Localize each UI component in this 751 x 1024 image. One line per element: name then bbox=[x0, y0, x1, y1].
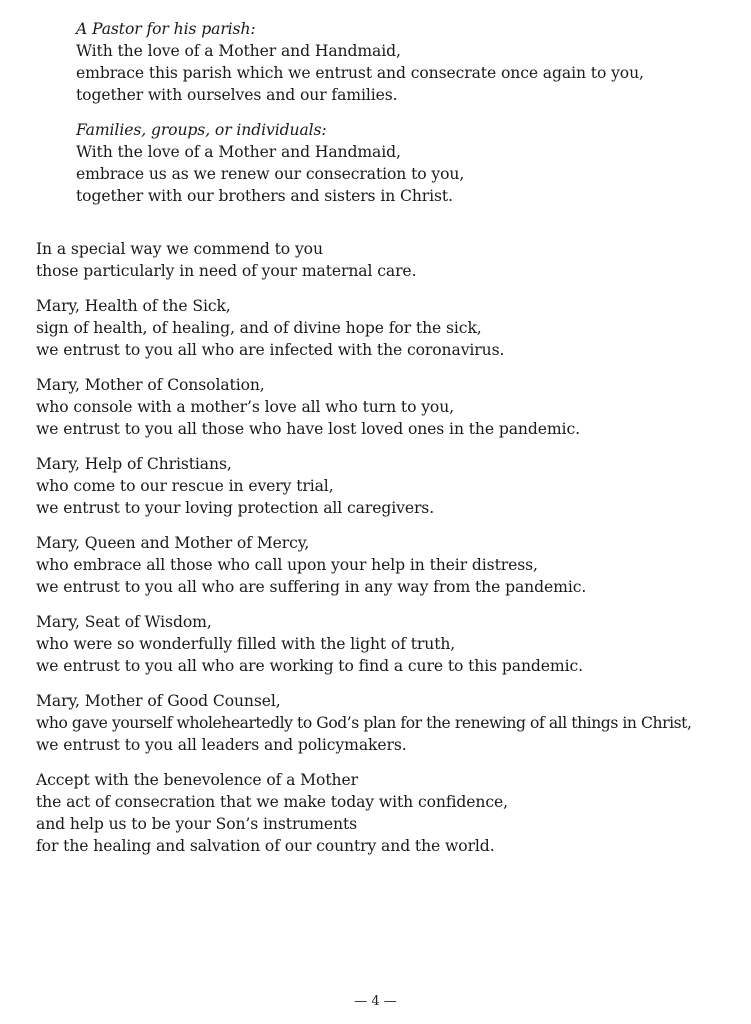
prayer-line: who were so wonderfully filled with the light of truth, bbox=[36, 635, 456, 653]
prayer-line: we entrust to your loving protection all caregivers. bbox=[36, 499, 435, 517]
stanza-seat-of-wisdom bbox=[36, 611, 746, 677]
prayer-line: we entrust to you all leaders and policymakers. bbox=[36, 736, 407, 754]
prayer-line: Mary, Mother of Good Counsel, bbox=[36, 692, 281, 710]
prayer-line: for the healing and salvation of our country and the world. bbox=[36, 837, 495, 855]
consecration-options bbox=[76, 18, 736, 220]
stanza-mother-of-consolation bbox=[36, 374, 746, 440]
stanza-help-of-christians bbox=[36, 453, 746, 519]
prayer-line: who console with a mother’s love all who turn to you, bbox=[36, 398, 455, 416]
prayer-line: Accept with the benevolence of a Mother bbox=[36, 771, 358, 789]
option-line: embrace us as we renew our consecration to you, bbox=[76, 165, 465, 183]
option-line: together with ourselves and our families. bbox=[76, 86, 398, 104]
prayer-line: the act of consecration that we make today with confidence, bbox=[36, 793, 508, 811]
prayer-line: who embrace all those who call upon your help in their distress, bbox=[36, 556, 538, 574]
option-line: With the love of a Mother and Handmaid, bbox=[76, 143, 401, 161]
option-families bbox=[76, 119, 736, 207]
prayer-line: we entrust to you all who are infected with the coronavirus. bbox=[36, 341, 505, 359]
prayer-line: Mary, Help of Christians, bbox=[36, 455, 232, 473]
option-pastor bbox=[76, 18, 736, 106]
stanza-commendation bbox=[36, 238, 746, 282]
prayer-line: sign of health, of healing, and of divine hope for the sick, bbox=[36, 319, 482, 337]
prayer-line: who gave yourself wholeheartedly to God’s plan for the renewing of all things in Christ, bbox=[36, 714, 692, 732]
prayer-line: we entrust to you all who are suffering in any way from the pandemic. bbox=[36, 578, 587, 596]
prayer-line: Mary, Queen and Mother of Mercy, bbox=[36, 534, 310, 552]
prayer-line: those particularly in need of your maternal care. bbox=[36, 262, 417, 280]
stanza-mother-of-good-counsel bbox=[36, 690, 746, 756]
stanza-acceptance bbox=[36, 769, 746, 857]
stanza-queen-mother-of-mercy bbox=[36, 532, 746, 598]
prayer-line: we entrust to you all those who have lost loved ones in the pandemic. bbox=[36, 420, 580, 438]
stanza-health-of-the-sick bbox=[36, 295, 746, 361]
prayer-line: In a special way we commend to you bbox=[36, 240, 323, 258]
prayer-line: who come to our rescue in every trial, bbox=[36, 477, 334, 495]
option-line: together with our brothers and sisters in Christ. bbox=[76, 187, 453, 205]
prayer-line: and help us to be your Son’s instruments bbox=[36, 815, 358, 833]
prayer-line: Mary, Health of the Sick, bbox=[36, 297, 231, 315]
rubric-pastor: A Pastor for his parish: bbox=[76, 20, 256, 38]
prayer-line: we entrust to you all who are working to find a cure to this pandemic. bbox=[36, 657, 583, 675]
page-number: — 4 — bbox=[354, 994, 397, 1009]
prayer-line: Mary, Mother of Consolation, bbox=[36, 376, 265, 394]
option-line: With the love of a Mother and Handmaid, bbox=[76, 42, 401, 60]
rubric-families: Families, groups, or individuals: bbox=[76, 121, 327, 139]
prayer-body bbox=[36, 238, 746, 870]
option-line: embrace this parish which we entrust and consecrate once again to you, bbox=[76, 64, 644, 82]
prayer-line: Mary, Seat of Wisdom, bbox=[36, 613, 212, 631]
